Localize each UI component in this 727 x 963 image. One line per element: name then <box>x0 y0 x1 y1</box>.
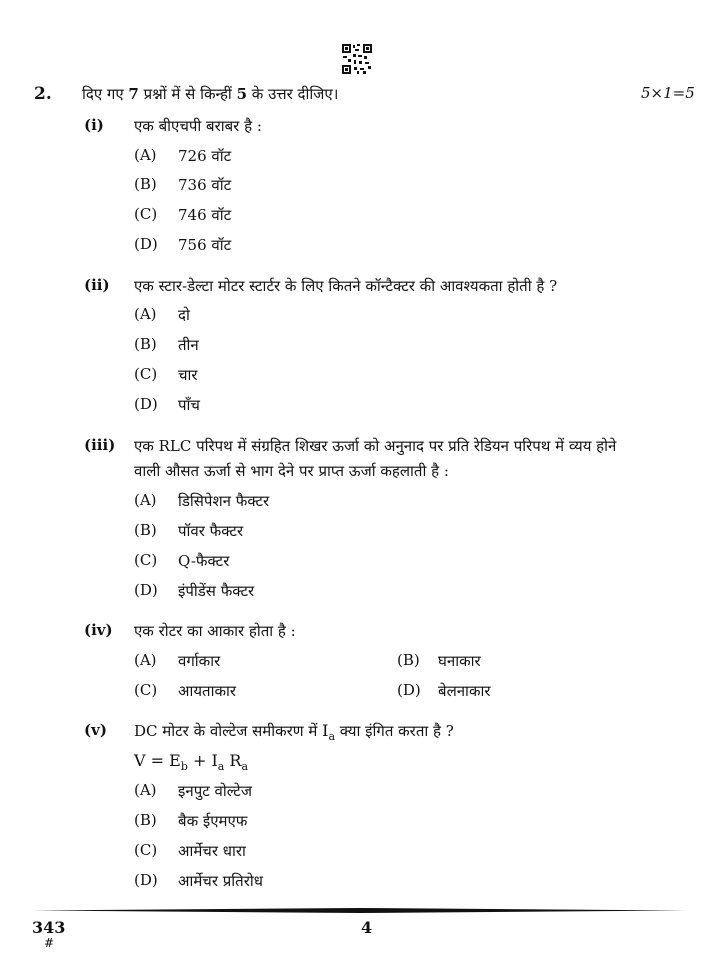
option-label: (C) <box>134 365 158 383</box>
subquestion-text: एक बीएचपी बराबर है : <box>134 117 262 135</box>
option-label: (B) <box>134 335 157 353</box>
option-text: 746 वॉट <box>178 206 232 224</box>
option-label: (A) <box>134 146 157 164</box>
option-text: इनपुट वोल्टेज <box>178 782 252 800</box>
option-label: (C) <box>134 841 158 859</box>
subquestion-text: एक रोटर का आकार होता है : <box>134 622 296 640</box>
option-label: (A) <box>134 651 157 669</box>
marks-allocation: 5×1=5 <box>641 84 695 102</box>
option-text: वर्गाकार <box>178 652 221 670</box>
option-text: तीन <box>178 336 199 354</box>
subquestion-number: (iii) <box>84 436 116 454</box>
option-label: (B) <box>134 811 157 829</box>
option-label: (B) <box>397 651 420 669</box>
subquestion-text: DC मोटर के वोल्टेज समीकरण में $I_a$ क्या इंगित करता है ? <box>134 721 454 743</box>
option-text: Q-फैक्टर <box>178 552 230 570</box>
option-text: डिसिपेशन फैक्टर <box>178 492 270 510</box>
subquestion-number: (ii) <box>84 276 110 294</box>
option-text: 756 वॉट <box>178 236 232 254</box>
page-number: 4 <box>361 918 373 937</box>
option-text: बैक ईएमएफ <box>178 812 248 830</box>
option-label: (D) <box>134 581 158 599</box>
option-label: (A) <box>134 305 157 323</box>
paper-code: 343 <box>32 918 66 937</box>
option-text: दो <box>178 306 190 324</box>
option-text: आर्मेचर धारा <box>178 842 246 860</box>
subquestion-text: वाली औसत ऊर्जा से भाग देने पर प्राप्त ऊर्जा कहलाती है : <box>134 462 449 480</box>
option-text: घनाकार <box>438 652 481 670</box>
option-label: (A) <box>134 491 157 509</box>
subquestion-text: एक RLC परिपथ में संग्रहित शिखर ऊर्जा को अनुनाद पर प्रति रेडियन परिपथ में व्यय होने <box>134 437 617 455</box>
option-label: (B) <box>134 521 157 539</box>
subquestion-number: (iv) <box>84 621 113 639</box>
option-label: (C) <box>134 205 158 223</box>
option-text: बेलनाकार <box>438 682 491 700</box>
subquestion-number: (v) <box>84 721 107 739</box>
option-text: 726 वॉट <box>178 147 232 165</box>
option-text: 736 वॉट <box>178 176 232 194</box>
option-label: (D) <box>134 395 158 413</box>
option-label: (D) <box>397 681 421 699</box>
hash-mark: # <box>44 936 55 950</box>
qr-code <box>342 44 372 74</box>
option-text: चार <box>178 366 198 384</box>
voltage-equation: $V = E_b + I_a$ $R_a$ <box>134 751 249 774</box>
subquestion-number: (i) <box>84 116 104 134</box>
option-text: पॉवर फैक्टर <box>178 522 244 540</box>
option-text: इंपीडेंस फैक्टर <box>178 582 255 600</box>
option-text: पाँच <box>178 396 200 414</box>
option-label: (D) <box>134 871 158 889</box>
subquestion-text: एक स्टार-डेल्टा मोटर स्टार्टर के लिए कितने कॉन्टैक्टर की आवश्यकता होती है ? <box>134 277 558 295</box>
option-text: आयताकार <box>178 682 237 700</box>
question-instruction: दिए गए 7 प्रश्नों में से किन्हीं 5 के उत्तर दीजिए। <box>82 85 339 103</box>
option-label: (D) <box>134 235 158 253</box>
option-label: (C) <box>134 681 158 699</box>
option-text: आर्मेचर प्रतिरोध <box>178 872 263 890</box>
option-label: (C) <box>134 551 158 569</box>
option-label: (A) <box>134 781 157 799</box>
option-label: (B) <box>134 175 157 193</box>
question-number: 2. <box>34 84 52 104</box>
footer-rule <box>32 908 686 913</box>
